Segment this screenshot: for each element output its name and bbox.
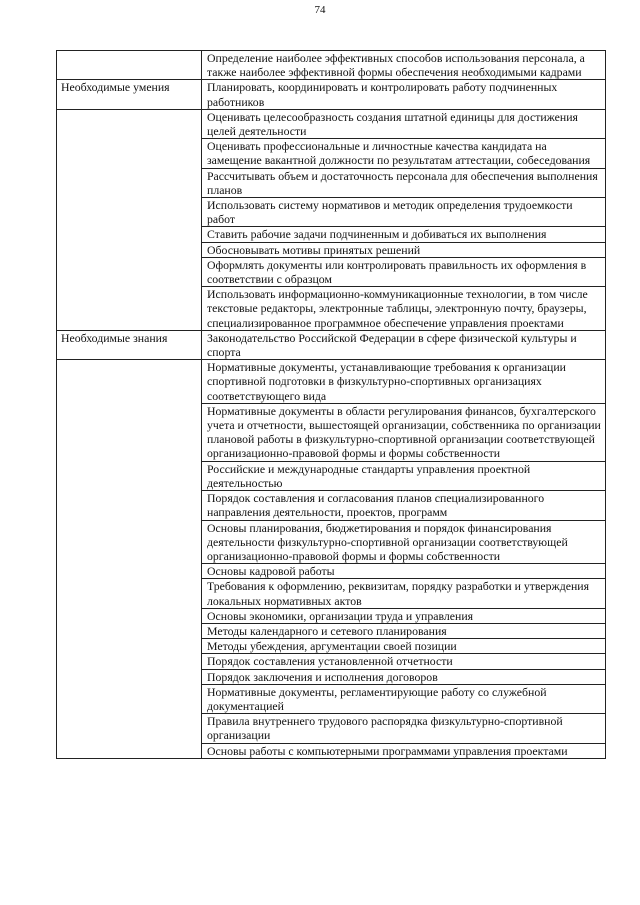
section-label-cell	[57, 168, 202, 197]
requirement-text: Методы убеждения, аргументации своей позиции	[202, 639, 606, 654]
section-label-cell	[57, 714, 202, 743]
requirement-text: Основы экономики, организации труда и управления	[202, 608, 606, 623]
requirement-text: Оформлять документы или контролировать правильность их оформления в соответствии с образцом	[202, 257, 606, 286]
table-row	[57, 623, 606, 638]
table-row	[57, 80, 606, 109]
table-row	[57, 360, 606, 404]
table-row	[57, 109, 606, 138]
requirement-text: Российские и международные стандарты управления проектной деятельностью	[202, 461, 606, 490]
table-row	[57, 714, 606, 743]
table-row	[57, 639, 606, 654]
table-row	[57, 403, 606, 461]
section-label-cell	[57, 654, 202, 669]
section-label-cell	[57, 139, 202, 168]
requirement-text: Планировать, координировать и контролировать работу подчиненных работников	[202, 80, 606, 109]
section-label: Необходимые умения	[57, 80, 202, 109]
requirement-text: Использовать информационно-коммуникационные технологии, в том числе текстовые редакторы, электронные таблицы, электронную почту, браузеры, специализированное программное обеспечение управления проектами	[202, 287, 606, 331]
section-label-cell	[57, 608, 202, 623]
table-row	[57, 461, 606, 490]
requirement-text: Нормативные документы, устанавливающие требования к организации спортивной подготовки в физкультурно-спортивных организациях соответствующего вида	[202, 360, 606, 404]
table-row	[57, 579, 606, 608]
requirement-text: Рассчитывать объем и достаточность персонала для обеспечения выполнения планов	[202, 168, 606, 197]
table-row	[57, 608, 606, 623]
requirement-text: Порядок составления и согласования планов специализированного направления деятельности, проектов, программ	[202, 491, 606, 520]
table-row	[57, 564, 606, 579]
table-row	[57, 330, 606, 359]
requirement-text: Основы кадровой работы	[202, 564, 606, 579]
table-row	[57, 139, 606, 168]
requirement-text: Определение наиболее эффективных способов использования персонала, а также наиболее эффективной формы обеспечения необходимыми кадрами	[202, 51, 606, 80]
section-label-cell	[57, 287, 202, 331]
requirement-text: Порядок составления установленной отчетности	[202, 654, 606, 669]
table-row	[57, 654, 606, 669]
section-label-cell	[57, 51, 202, 80]
table-row	[57, 684, 606, 713]
section-label-cell	[57, 403, 202, 461]
requirement-text: Методы календарного и сетевого планирования	[202, 623, 606, 638]
section-label-cell	[57, 564, 202, 579]
requirement-text: Основы планирования, бюджетирования и порядок финансирования деятельности физкультурно-спортивной организации соответствующей организационно-правовой формы и формы собственности	[202, 520, 606, 564]
requirement-text: Оценивать целесообразность создания штатной единицы для достижения целей деятельности	[202, 109, 606, 138]
table-row	[57, 287, 606, 331]
requirement-text: Использовать систему нормативов и методик определения трудоемкости работ	[202, 198, 606, 227]
section-label-cell	[57, 461, 202, 490]
section-label-cell	[57, 109, 202, 138]
section-label: Необходимые знания	[57, 330, 202, 359]
page-number: 74	[314, 4, 326, 16]
section-label-cell	[57, 684, 202, 713]
section-label-cell	[57, 242, 202, 257]
requirement-text: Нормативные документы в области регулирования финансов, бухгалтерского учета и отчетности, вышестоящей организации, собственника по организации плановой работы в физкультурно-спортивной организации соответствующей организационно-правовой формы и формы собственности	[202, 403, 606, 461]
table-row	[57, 51, 606, 80]
section-label-cell	[57, 520, 202, 564]
competency-table	[56, 50, 606, 759]
table-row	[57, 168, 606, 197]
table-row	[57, 743, 606, 758]
requirement-text: Порядок заключения и исполнения договоров	[202, 669, 606, 684]
section-label-cell	[57, 743, 202, 758]
section-label-cell	[57, 360, 202, 404]
section-label-cell	[57, 491, 202, 520]
requirement-text: Оценивать профессиональные и личностные качества кандидата на замещение вакантной должности по результатам аттестации, собеседования	[202, 139, 606, 168]
table-row	[57, 198, 606, 227]
requirement-text: Правила внутреннего трудового распорядка физкультурно-спортивной организации	[202, 714, 606, 743]
table-row	[57, 669, 606, 684]
table-row	[57, 227, 606, 242]
requirement-text: Законодательство Российской Федерации в сфере физической культуры и спорта	[202, 330, 606, 359]
table-row	[57, 491, 606, 520]
table-row	[57, 257, 606, 286]
requirement-text: Основы работы с компьютерными программами управления проектами	[202, 743, 606, 758]
requirement-text: Ставить рабочие задачи подчиненным и добиваться их выполнения	[202, 227, 606, 242]
section-label-cell	[57, 579, 202, 608]
section-label-cell	[57, 227, 202, 242]
table-row	[57, 242, 606, 257]
section-label-cell	[57, 669, 202, 684]
section-label-cell	[57, 623, 202, 638]
requirement-text: Требования к оформлению, реквизитам, порядку разработки и утверждения локальных нормативных актов	[202, 579, 606, 608]
requirement-text: Обосновывать мотивы принятых решений	[202, 242, 606, 257]
section-label-cell	[57, 198, 202, 227]
section-label-cell	[57, 639, 202, 654]
requirement-text: Нормативные документы, регламентирующие работу со служебной документацией	[202, 684, 606, 713]
table-row	[57, 520, 606, 564]
section-label-cell	[57, 257, 202, 286]
